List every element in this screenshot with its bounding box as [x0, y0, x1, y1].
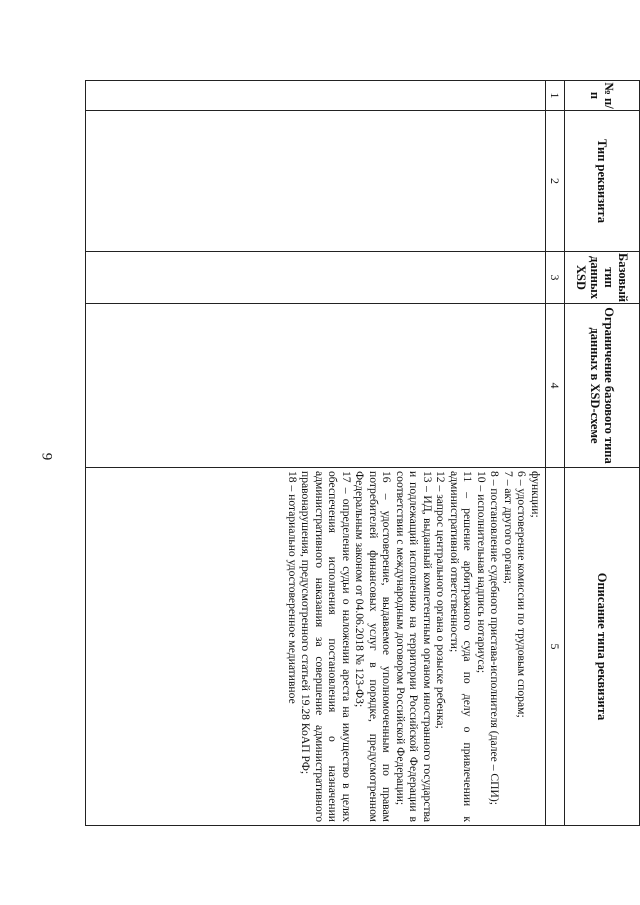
description-line: 17 – определение судьи о наложении ареста на имущество в целях обеспечения исполнения постановления о назначении административного наказания за совершение административного правонарушения, предусмотренного статьей 19.28 КоАП РФ; — [299, 471, 353, 822]
header-base-type: Базовый тип данных XSD — [565, 252, 640, 304]
header-number: № п/п — [565, 81, 640, 111]
description-line: 8 – постановление судебного пристава-исполнителя (далее – СПИ); — [488, 471, 502, 805]
column-number: 1 — [546, 81, 565, 111]
description-line: 18 – нотариально удостоверенное медиативное — [286, 471, 299, 704]
description-line: 7 – акт другого органа; — [502, 471, 515, 584]
description-line: 13 – ИД, выданный компетентным органом иностранного государства и подлежащий исполнению на территории Российской Федерации в соответствии с международным договором Российской Федерации; — [394, 471, 434, 822]
column-number-row — [546, 81, 565, 826]
cell-restriction — [86, 304, 546, 468]
cell-description — [86, 468, 546, 826]
header-description: Описание типа реквизита — [565, 468, 640, 826]
table-row — [86, 81, 546, 826]
description-line: 16 – удостоверение, выдаваемое уполномоченным по правам потребителей финансовых услуг в порядке, предусмотренном Федеральным законом от 04.06.2018 № 123-ФЗ; — [353, 471, 394, 822]
header-restriction: Ограничение базового типа данных в XSD-схеме — [565, 304, 640, 468]
description-line: 6 – удостоверение комиссии по трудовым спорам; — [515, 471, 529, 718]
description-line: 10 – исполнительная надпись нотариуса; — [475, 471, 488, 674]
page-number: 9 — [38, 452, 55, 461]
description-line: функции; — [529, 471, 542, 518]
requisites-table — [85, 80, 640, 826]
column-number: 2 — [546, 111, 565, 252]
cell-base-type — [86, 252, 546, 304]
column-number: 3 — [546, 252, 565, 304]
header-row — [565, 81, 640, 826]
column-number: 4 — [546, 304, 565, 468]
column-number: 5 — [546, 468, 565, 826]
header-requisite-type: Тип реквизита — [565, 111, 640, 252]
description-line: 11 – решение арбитражного суда по делу о привлечении к административной ответственности; — [448, 471, 475, 822]
description-line: 12 – запрос центрального органа о розыске ребенка; — [434, 471, 448, 729]
cell-number — [86, 81, 546, 111]
cell-requisite-type — [86, 111, 546, 252]
rotated-table-area — [85, 80, 640, 826]
